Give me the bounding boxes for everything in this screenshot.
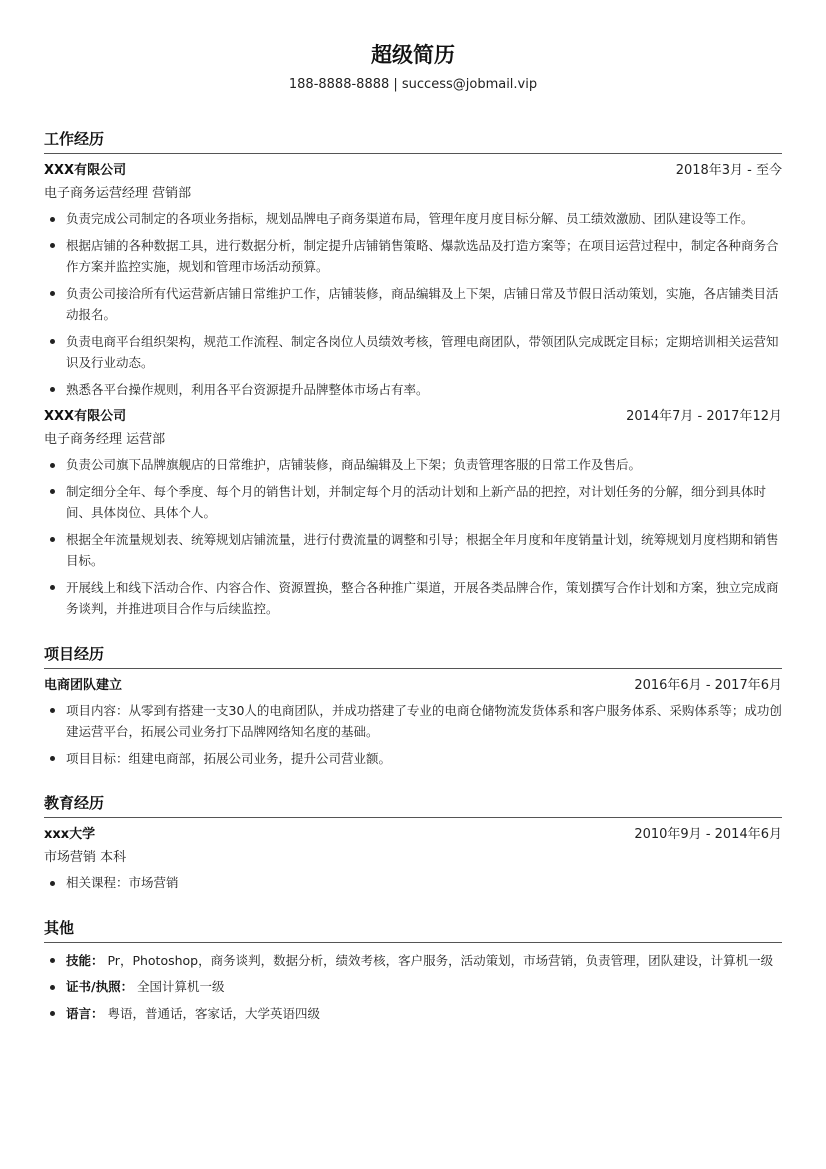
entry-company: XXX有限公司 bbox=[44, 409, 127, 424]
entry-role: 电子商务经理 运营部 bbox=[44, 432, 166, 447]
work-entry bbox=[44, 405, 782, 620]
certificates-item bbox=[44, 976, 782, 998]
bullet-item: 负责电商平台组织架构，规范工作流程、制定各岗位人员绩效考核，管理电商团队，带领团队完成既定目标；定期培训相关运营知识及行业动态。 bbox=[44, 331, 782, 374]
resume-header bbox=[44, 40, 782, 94]
entry-head bbox=[44, 405, 782, 429]
bullet-list bbox=[44, 454, 782, 620]
entry-school: xxx大学 bbox=[44, 827, 96, 842]
skills-value: Pr，Photoshop，商务谈判，数据分析，绩效考核，客户服务，活动策划，市场营销，负责管理，团队建设，计算机一级 bbox=[103, 952, 774, 968]
contact-info: 188-8888-8888 | success@jobmail.vip bbox=[288, 77, 538, 92]
section-title-projects: 项目经历 bbox=[44, 643, 782, 669]
certificates-value: 全国计算机一级 bbox=[133, 979, 225, 994]
bullet-item: 负责公司接洽所有代运营新店铺日常维护工作，店铺装修，商品编辑及上下架，店铺日常及节假日活动策划，实施，各店铺类目活动报名。 bbox=[44, 283, 782, 326]
entry-major: 市场营销 本科 bbox=[44, 850, 127, 865]
bullet-item: 负责公司旗下品牌旗舰店的日常维护，店铺装修，商品编辑及上下架；负责管理客服的日常工作及售后。 bbox=[44, 454, 782, 476]
bullet-item: 项目目标：组建电商部，拓展公司业务，提升公司营业额。 bbox=[44, 748, 782, 770]
bullet-item: 开展线上和线下活动合作、内容合作、资源置换，整合各种推广渠道，开展各类品牌合作，策划撰写合作计划和方案，独立完成商务谈判，并推进项目合作与后续监控。 bbox=[44, 577, 782, 620]
section-work-experience bbox=[44, 128, 782, 620]
entry-head bbox=[44, 823, 782, 847]
entry-date: 2014年7月 - 2017年12月 bbox=[626, 409, 782, 424]
bullet-item: 相关课程：市场营销 bbox=[44, 872, 782, 894]
bullet-item: 根据全年流量规划表、统筹规划店铺流量，进行付费流量的调整和引导；根据全年月度和年度销量计划，统筹规划月度档期和销售目标。 bbox=[44, 529, 782, 572]
languages-value: 粤语，普通话，客家话，大学英语四级 bbox=[103, 1005, 320, 1021]
section-other bbox=[44, 917, 782, 1025]
skills-item bbox=[44, 950, 782, 972]
section-education bbox=[44, 792, 782, 894]
entry-date: 2016年6月 - 2017年6月 bbox=[634, 677, 782, 693]
entry-date: 2018年3月 - 至今 bbox=[675, 163, 782, 178]
section-title-work: 工作经历 bbox=[44, 128, 782, 154]
entry-company: XXX有限公司 bbox=[44, 163, 127, 178]
education-entry bbox=[44, 823, 782, 894]
entry-head bbox=[44, 674, 782, 698]
certificates-label: 证书/执照： bbox=[66, 979, 134, 994]
bullet-item: 熟悉各平台操作规则，利用各平台资源提升品牌整体市场占有率。 bbox=[44, 379, 782, 401]
candidate-name: 超级简历 bbox=[371, 43, 455, 67]
entry-role: 电子商务运营经理 营销部 bbox=[44, 186, 192, 201]
bullet-item: 制定细分全年、每个季度、每个月的销售计划，并制定每个月的活动计划和上新产品的把控，对计划任务的分解，细分到具体时间、具体岗位、具体个人。 bbox=[44, 481, 782, 524]
bullet-list bbox=[44, 950, 782, 1025]
bullet-item: 负责完成公司制定的各项业务指标，规划品牌电子商务渠道布局，管理年度月度目标分解、员工绩效激励、团队建设等工作。 bbox=[44, 208, 782, 230]
section-projects bbox=[44, 643, 782, 770]
section-title-education: 教育经历 bbox=[44, 792, 782, 818]
entry-head bbox=[44, 159, 782, 183]
skills-label: 技能： bbox=[66, 952, 104, 968]
languages-item bbox=[44, 1003, 782, 1025]
section-title-other: 其他 bbox=[44, 917, 782, 943]
entry-project-name: 电商团队建立 bbox=[44, 677, 123, 693]
entry-date: 2010年9月 - 2014年6月 bbox=[634, 827, 782, 842]
bullet-list bbox=[44, 700, 782, 770]
bullet-list bbox=[44, 208, 782, 400]
bullet-item: 项目内容：从零到有搭建一支30人的电商团队，并成功搭建了专业的电商仓储物流发货体系和客户服务体系、采购体系等；成功创建运营平台，拓展公司业务打下品牌网络知名度的基础。 bbox=[44, 700, 782, 743]
work-entry bbox=[44, 159, 782, 400]
bullet-list bbox=[44, 872, 782, 894]
project-entry bbox=[44, 674, 782, 770]
bullet-item: 根据店铺的各种数据工具，进行数据分析，制定提升店铺销售策略、爆款选品及打造方案等；在项目运营过程中，制定各种商务合作方案并监控实施，规划和管理市场活动预算。 bbox=[44, 235, 782, 278]
languages-label: 语言： bbox=[66, 1005, 104, 1021]
